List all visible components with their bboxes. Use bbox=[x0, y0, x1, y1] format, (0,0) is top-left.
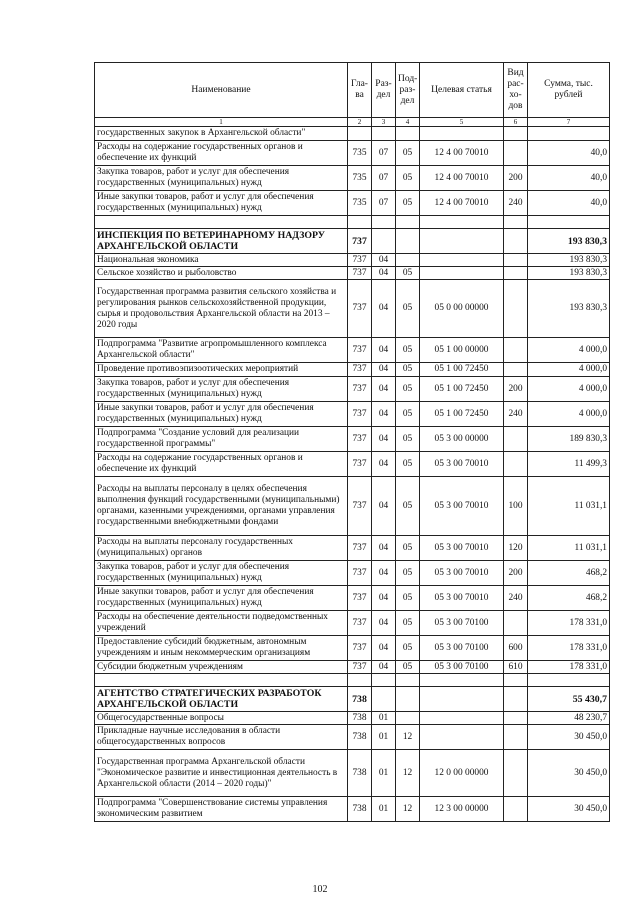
row-podrazdel: 05 bbox=[396, 477, 420, 536]
row-vid bbox=[504, 267, 528, 280]
row-vid bbox=[504, 687, 528, 712]
row-name bbox=[95, 674, 348, 687]
header-target: Целевая статья bbox=[420, 63, 504, 118]
row-target bbox=[420, 216, 504, 229]
table-row bbox=[95, 477, 610, 536]
row-target: 12 4 00 70010 bbox=[420, 191, 504, 216]
row-vid bbox=[504, 127, 528, 141]
row-glava: 737 bbox=[348, 452, 372, 477]
row-podrazdel bbox=[396, 687, 420, 712]
row-vid: 200 bbox=[504, 166, 528, 191]
row-glava: 738 bbox=[348, 750, 372, 797]
row-razdel: 04 bbox=[372, 611, 396, 636]
row-glava: 738 bbox=[348, 797, 372, 822]
row-amount bbox=[528, 674, 610, 687]
row-amount: 178 331,0 bbox=[528, 611, 610, 636]
column-numbers-row bbox=[95, 118, 610, 127]
row-glava: 737 bbox=[348, 427, 372, 452]
row-name: Иные закупки товаров, работ и услуг для обеспечения государственных (муниципальных) нужд bbox=[95, 191, 348, 216]
row-target: 05 3 00 70010 bbox=[420, 477, 504, 536]
row-glava bbox=[348, 674, 372, 687]
row-glava: 737 bbox=[348, 267, 372, 280]
row-podrazdel: 05 bbox=[396, 338, 420, 363]
row-vid: 200 bbox=[504, 561, 528, 586]
row-amount: 4 000,0 bbox=[528, 363, 610, 377]
row-razdel: 04 bbox=[372, 254, 396, 267]
row-vid bbox=[504, 363, 528, 377]
row-name: Расходы на выплаты персоналу государственных (муниципальных) органов bbox=[95, 536, 348, 561]
row-razdel: 04 bbox=[372, 427, 396, 452]
row-glava: 737 bbox=[348, 402, 372, 427]
header-amount: Сумма, тыс. рублей bbox=[528, 63, 610, 118]
row-vid bbox=[504, 280, 528, 338]
table-row bbox=[95, 216, 610, 229]
row-name: Национальная экономика bbox=[95, 254, 348, 267]
row-target bbox=[420, 229, 504, 254]
column-number: 2 bbox=[348, 118, 372, 127]
row-name: ИНСПЕКЦИЯ ПО ВЕТЕРИНАРНОМУ НАДЗОРУ АРХАНГЕЛЬСКОЙ ОБЛАСТИ bbox=[95, 229, 348, 254]
row-target bbox=[420, 674, 504, 687]
row-target: 05 3 00 70010 bbox=[420, 586, 504, 611]
table-row bbox=[95, 338, 610, 363]
row-name: Подпрограмма "Совершенствование системы управления экономическим развитием bbox=[95, 797, 348, 822]
row-razdel: 01 bbox=[372, 725, 396, 750]
row-name bbox=[95, 216, 348, 229]
row-name: Подпрограмма "Создание условий для реализации государственной программы" bbox=[95, 427, 348, 452]
row-name: Иные закупки товаров, работ и услуг для обеспечения государственных (муниципальных) нужд bbox=[95, 402, 348, 427]
row-podrazdel: 05 bbox=[396, 166, 420, 191]
row-podrazdel: 12 bbox=[396, 797, 420, 822]
row-name: Расходы на выплаты персоналу в целях обеспечения выполнения функций государственными (муниципальными) органами, казенными учреждениями, органами управления государственными внебюджетными фондами bbox=[95, 477, 348, 536]
row-name: Прикладные научные исследования в области общегосударственных вопросов bbox=[95, 725, 348, 750]
table-row bbox=[95, 797, 610, 822]
column-number: 1 bbox=[95, 118, 348, 127]
row-amount: 40,0 bbox=[528, 191, 610, 216]
row-razdel: 07 bbox=[372, 191, 396, 216]
column-number: 6 bbox=[504, 118, 528, 127]
row-name: Государственная программа развития сельского хозяйства и регулирования рынков сельскохозяйственной продукции, сырья и продовольствия Архангельской области на 2013 – 2020 годы bbox=[95, 280, 348, 338]
row-amount: 193 830,3 bbox=[528, 267, 610, 280]
row-razdel: 07 bbox=[372, 141, 396, 166]
table-row bbox=[95, 636, 610, 661]
row-name: АГЕНТСТВО СТРАТЕГИЧЕСКИХ РАЗРАБОТОК АРХАНГЕЛЬСКОЙ ОБЛАСТИ bbox=[95, 687, 348, 712]
table-row bbox=[95, 402, 610, 427]
row-amount: 189 830,3 bbox=[528, 427, 610, 452]
row-razdel: 04 bbox=[372, 402, 396, 427]
row-podrazdel: 05 bbox=[396, 377, 420, 402]
row-razdel: 01 bbox=[372, 712, 396, 725]
row-vid: 200 bbox=[504, 377, 528, 402]
row-podrazdel: 05 bbox=[396, 427, 420, 452]
row-podrazdel: 12 bbox=[396, 750, 420, 797]
row-name: Сельское хозяйство и рыболовство bbox=[95, 267, 348, 280]
row-target bbox=[420, 725, 504, 750]
row-glava: 735 bbox=[348, 191, 372, 216]
table-row bbox=[95, 725, 610, 750]
row-target bbox=[420, 267, 504, 280]
row-vid bbox=[504, 725, 528, 750]
table-row bbox=[95, 229, 610, 254]
row-vid bbox=[504, 797, 528, 822]
row-razdel: 04 bbox=[372, 280, 396, 338]
row-glava: 737 bbox=[348, 280, 372, 338]
row-podrazdel: 05 bbox=[396, 661, 420, 674]
row-podrazdel bbox=[396, 254, 420, 267]
table-row bbox=[95, 452, 610, 477]
row-podrazdel: 05 bbox=[396, 452, 420, 477]
row-glava: 735 bbox=[348, 141, 372, 166]
row-target: 05 1 00 72450 bbox=[420, 363, 504, 377]
row-razdel: 04 bbox=[372, 363, 396, 377]
row-glava bbox=[348, 127, 372, 141]
row-amount: 40,0 bbox=[528, 141, 610, 166]
row-razdel: 04 bbox=[372, 477, 396, 536]
row-amount: 4 000,0 bbox=[528, 402, 610, 427]
row-name: Закупка товаров, работ и услуг для обеспечения государственных (муниципальных) нужд bbox=[95, 377, 348, 402]
row-amount: 468,2 bbox=[528, 561, 610, 586]
row-target bbox=[420, 254, 504, 267]
row-podrazdel bbox=[396, 127, 420, 141]
row-name: государственных закупок в Архангельской области" bbox=[95, 127, 348, 141]
row-target: 05 3 00 70010 bbox=[420, 561, 504, 586]
row-amount: 4 000,0 bbox=[528, 338, 610, 363]
row-razdel: 04 bbox=[372, 338, 396, 363]
row-amount: 11 499,3 bbox=[528, 452, 610, 477]
row-razdel bbox=[372, 216, 396, 229]
column-number: 7 bbox=[528, 118, 610, 127]
row-glava: 738 bbox=[348, 687, 372, 712]
row-name: Расходы на содержание государственных органов и обеспечение их функций bbox=[95, 452, 348, 477]
row-vid bbox=[504, 338, 528, 363]
table-row bbox=[95, 267, 610, 280]
row-razdel: 04 bbox=[372, 636, 396, 661]
header-razdel: Раз-дел bbox=[372, 63, 396, 118]
row-amount: 30 450,0 bbox=[528, 725, 610, 750]
row-target: 05 0 00 00000 bbox=[420, 280, 504, 338]
row-vid: 600 bbox=[504, 636, 528, 661]
row-target: 05 1 00 72450 bbox=[420, 402, 504, 427]
table-row bbox=[95, 280, 610, 338]
row-name: Предоставление субсидий бюджетным, автономным учреждениям и иным некоммерческим организациям bbox=[95, 636, 348, 661]
row-razdel: 04 bbox=[372, 586, 396, 611]
row-target: 05 3 00 70010 bbox=[420, 452, 504, 477]
table-row bbox=[95, 191, 610, 216]
row-podrazdel: 05 bbox=[396, 586, 420, 611]
row-glava: 737 bbox=[348, 586, 372, 611]
row-amount: 178 331,0 bbox=[528, 661, 610, 674]
row-glava: 737 bbox=[348, 636, 372, 661]
table-row bbox=[95, 127, 610, 141]
row-vid: 610 bbox=[504, 661, 528, 674]
row-vid: 240 bbox=[504, 402, 528, 427]
row-amount: 193 830,3 bbox=[528, 280, 610, 338]
budget-table bbox=[94, 62, 610, 822]
row-podrazdel: 12 bbox=[396, 725, 420, 750]
row-glava: 737 bbox=[348, 229, 372, 254]
row-podrazdel: 05 bbox=[396, 141, 420, 166]
row-vid: 100 bbox=[504, 477, 528, 536]
table-row bbox=[95, 712, 610, 725]
table-row bbox=[95, 586, 610, 611]
table-row bbox=[95, 363, 610, 377]
row-vid bbox=[504, 229, 528, 254]
row-razdel bbox=[372, 229, 396, 254]
row-target: 05 3 00 70100 bbox=[420, 611, 504, 636]
row-amount bbox=[528, 127, 610, 141]
table-row bbox=[95, 674, 610, 687]
row-amount: 30 450,0 bbox=[528, 797, 610, 822]
row-amount: 193 830,3 bbox=[528, 254, 610, 267]
row-podrazdel: 05 bbox=[396, 363, 420, 377]
row-vid: 240 bbox=[504, 586, 528, 611]
row-razdel: 04 bbox=[372, 267, 396, 280]
row-glava: 737 bbox=[348, 254, 372, 267]
row-razdel bbox=[372, 127, 396, 141]
row-razdel: 04 bbox=[372, 661, 396, 674]
row-podrazdel: 05 bbox=[396, 561, 420, 586]
row-amount: 30 450,0 bbox=[528, 750, 610, 797]
column-number: 3 bbox=[372, 118, 396, 127]
row-razdel: 04 bbox=[372, 377, 396, 402]
row-vid bbox=[504, 254, 528, 267]
table-row bbox=[95, 427, 610, 452]
row-podrazdel: 05 bbox=[396, 267, 420, 280]
row-name: Расходы на содержание государственных органов и обеспечение их функций bbox=[95, 141, 348, 166]
header-podrazdel: Под-раз-дел bbox=[396, 63, 420, 118]
header-name: Наименование bbox=[95, 63, 348, 118]
row-vid bbox=[504, 216, 528, 229]
row-amount bbox=[528, 216, 610, 229]
row-razdel: 04 bbox=[372, 536, 396, 561]
row-vid bbox=[504, 712, 528, 725]
page-number: 102 bbox=[312, 884, 328, 895]
row-glava: 737 bbox=[348, 561, 372, 586]
row-glava bbox=[348, 216, 372, 229]
row-vid bbox=[504, 141, 528, 166]
row-target: 12 4 00 70010 bbox=[420, 141, 504, 166]
row-target bbox=[420, 712, 504, 725]
column-number: 5 bbox=[420, 118, 504, 127]
row-name: Субсидии бюджетным учреждениям bbox=[95, 661, 348, 674]
row-glava: 737 bbox=[348, 536, 372, 561]
row-amount: 40,0 bbox=[528, 166, 610, 191]
table-row bbox=[95, 536, 610, 561]
row-target: 12 0 00 00000 bbox=[420, 750, 504, 797]
row-glava: 738 bbox=[348, 725, 372, 750]
row-amount: 4 000,0 bbox=[528, 377, 610, 402]
row-name: Расходы на обеспечение деятельности подведомственных учреждений bbox=[95, 611, 348, 636]
row-glava: 737 bbox=[348, 338, 372, 363]
row-target bbox=[420, 127, 504, 141]
row-amount: 468,2 bbox=[528, 586, 610, 611]
row-name: Иные закупки товаров, работ и услуг для обеспечения государственных (муниципальных) нужд bbox=[95, 586, 348, 611]
row-podrazdel bbox=[396, 229, 420, 254]
row-target: 05 3 00 70010 bbox=[420, 536, 504, 561]
row-glava: 738 bbox=[348, 712, 372, 725]
table-row bbox=[95, 141, 610, 166]
row-podrazdel: 05 bbox=[396, 636, 420, 661]
row-target: 05 3 00 70100 bbox=[420, 661, 504, 674]
column-number: 4 bbox=[396, 118, 420, 127]
row-razdel: 01 bbox=[372, 750, 396, 797]
row-amount: 48 230,7 bbox=[528, 712, 610, 725]
row-target bbox=[420, 687, 504, 712]
row-vid bbox=[504, 611, 528, 636]
row-amount: 178 331,0 bbox=[528, 636, 610, 661]
row-vid bbox=[504, 750, 528, 797]
table-row bbox=[95, 750, 610, 797]
row-target: 05 3 00 00000 bbox=[420, 427, 504, 452]
row-podrazdel: 05 bbox=[396, 611, 420, 636]
row-glava: 735 bbox=[348, 166, 372, 191]
row-podrazdel bbox=[396, 712, 420, 725]
header-vid: Вид рас-хо-дов bbox=[504, 63, 528, 118]
table-row bbox=[95, 254, 610, 267]
row-podrazdel: 05 bbox=[396, 280, 420, 338]
row-name: Закупка товаров, работ и услуг для обеспечения государственных (муниципальных) нужд bbox=[95, 166, 348, 191]
row-podrazdel: 05 bbox=[396, 402, 420, 427]
table-row bbox=[95, 687, 610, 712]
row-vid bbox=[504, 674, 528, 687]
table-body bbox=[95, 127, 610, 822]
row-name: Подпрограмма "Развитие агропромышленного комплекса Архангельской области" bbox=[95, 338, 348, 363]
row-glava: 737 bbox=[348, 611, 372, 636]
table-header-row bbox=[95, 63, 610, 118]
row-glava: 737 bbox=[348, 477, 372, 536]
row-razdel: 04 bbox=[372, 561, 396, 586]
row-razdel bbox=[372, 687, 396, 712]
row-podrazdel bbox=[396, 216, 420, 229]
table-row bbox=[95, 611, 610, 636]
row-amount: 11 031,1 bbox=[528, 536, 610, 561]
table-row bbox=[95, 561, 610, 586]
row-target: 12 4 00 70010 bbox=[420, 166, 504, 191]
row-name: Государственная программа Архангельской области "Экономическое развитие и инвестиционная деятельность в Архангельской области (2014 – 2020 годы)" bbox=[95, 750, 348, 797]
row-target: 05 3 00 70100 bbox=[420, 636, 504, 661]
row-glava: 737 bbox=[348, 377, 372, 402]
row-vid bbox=[504, 427, 528, 452]
header-glava: Гла-ва bbox=[348, 63, 372, 118]
row-target: 05 1 00 72450 bbox=[420, 377, 504, 402]
row-podrazdel bbox=[396, 674, 420, 687]
row-razdel bbox=[372, 674, 396, 687]
row-podrazdel: 05 bbox=[396, 536, 420, 561]
row-amount: 11 031,1 bbox=[528, 477, 610, 536]
table-row bbox=[95, 377, 610, 402]
row-amount: 193 830,3 bbox=[528, 229, 610, 254]
row-name: Закупка товаров, работ и услуг для обеспечения государственных (муниципальных) нужд bbox=[95, 561, 348, 586]
row-razdel: 07 bbox=[372, 166, 396, 191]
row-name: Общегосударственные вопросы bbox=[95, 712, 348, 725]
row-podrazdel: 05 bbox=[396, 191, 420, 216]
row-glava: 737 bbox=[348, 661, 372, 674]
row-name: Проведение противоэпизоотических мероприятий bbox=[95, 363, 348, 377]
row-glava: 737 bbox=[348, 363, 372, 377]
row-razdel: 04 bbox=[372, 452, 396, 477]
row-vid bbox=[504, 452, 528, 477]
row-vid: 120 bbox=[504, 536, 528, 561]
row-target: 05 1 00 00000 bbox=[420, 338, 504, 363]
row-target: 12 3 00 00000 bbox=[420, 797, 504, 822]
row-amount: 55 430,7 bbox=[528, 687, 610, 712]
row-razdel: 01 bbox=[372, 797, 396, 822]
row-vid: 240 bbox=[504, 191, 528, 216]
table-row bbox=[95, 166, 610, 191]
table-row bbox=[95, 661, 610, 674]
